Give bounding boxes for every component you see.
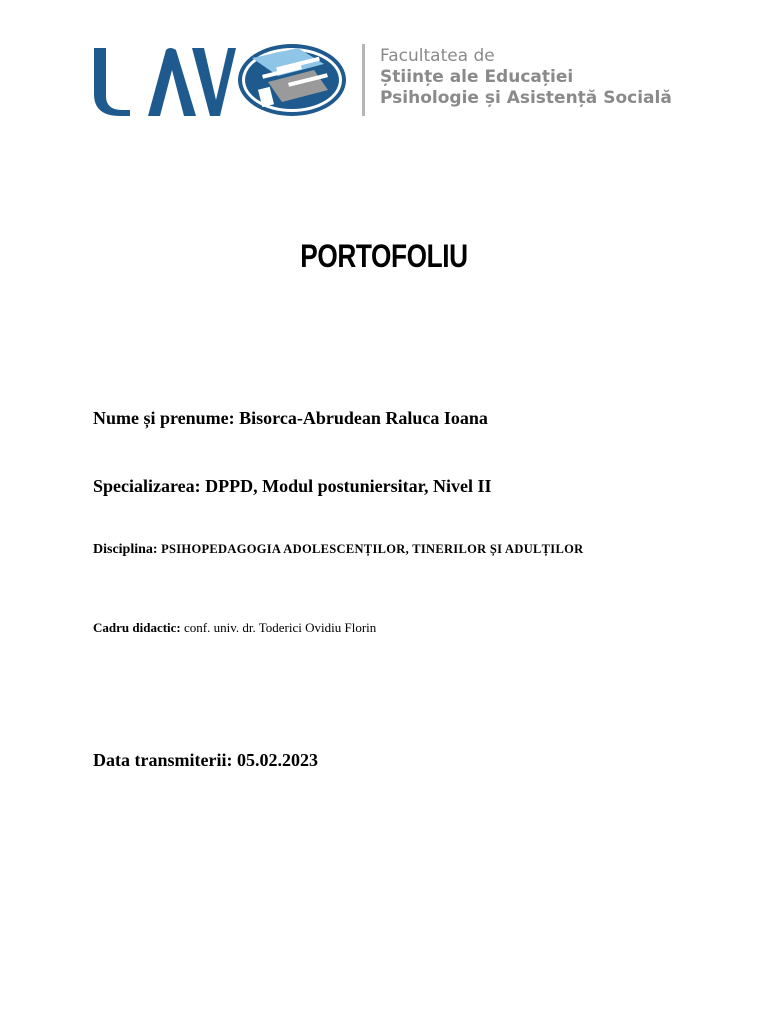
specialization-label: Specializarea: <box>93 476 201 496</box>
faculty-name <box>380 46 672 109</box>
student-name-label: Nume și prenume: <box>93 408 235 428</box>
professor-label: Cadru didactic: <box>93 620 181 635</box>
uav-logo-icon <box>92 40 352 124</box>
faculty-line-1: Facultatea de <box>380 46 495 66</box>
specialization-value: DPPD, Modul postuniersitar, Nivel II <box>205 476 492 496</box>
discipline-label: Disciplina: <box>93 542 158 557</box>
submission-date-label: Data transmiterii: <box>93 750 233 770</box>
submission-date-field <box>93 750 318 771</box>
student-name-field <box>93 408 488 429</box>
faculty-line-3: Psihologie și Asistență Socială <box>380 88 672 108</box>
discipline-value: PSIHOPEDAGOGIA ADOLESCENȚILOR, TINERILOR ȘI ADULȚILOR <box>161 542 584 556</box>
professor-value: conf. univ. dr. Toderici Ovidiu Florin <box>184 620 377 635</box>
faculty-header <box>92 40 752 124</box>
submission-date-value: 05.02.2023 <box>236 750 318 770</box>
student-name-value: Bisorca-Abrudean Raluca Ioana <box>239 408 488 428</box>
discipline-field <box>93 540 613 559</box>
header-divider <box>362 44 365 116</box>
specialization-field <box>93 476 492 497</box>
professor-field <box>93 620 376 636</box>
faculty-line-2: Științe ale Educației <box>380 67 574 87</box>
document-title: PORTOFOLIU <box>300 238 468 274</box>
